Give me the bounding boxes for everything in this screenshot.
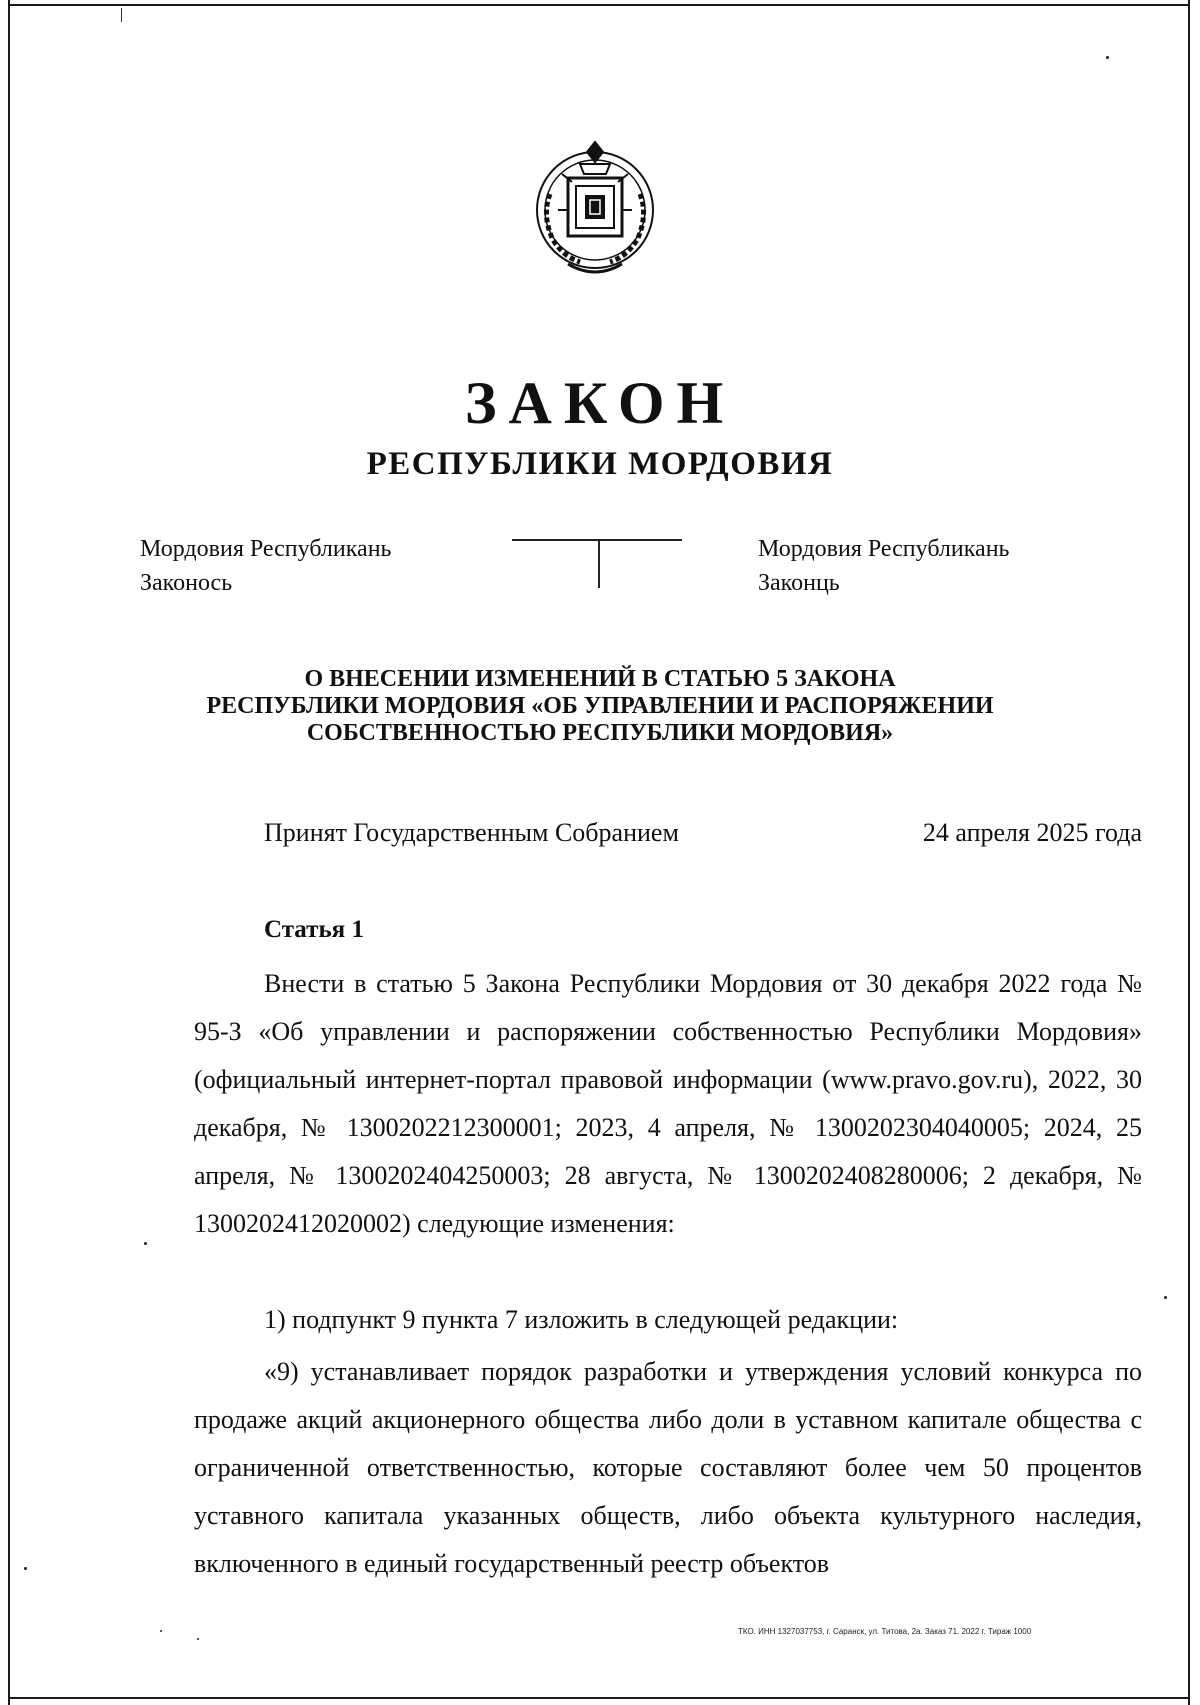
article-title: Статья 1 [264,916,364,943]
law-heading-line-2: РЕСПУБЛИКИ МОРДОВИЯ «ОБ УПРАВЛЕНИИ И РАСПОРЯЖЕНИИ [206,693,994,719]
scan-border-top [8,4,1190,6]
article-paragraph-3: «9) устанавливает порядок разработки и утверждения условий конкурса по продаже акций акционерного общества либо доли в уставном капитале общества с ограниченной ответственностью, которые составляют более чем 50 процентов уставного капитала указанных обществ, либо объекта культурного наследия, включенного в единый государственный реестр объектов [194,1357,1142,1578]
scan-speck [144,1242,147,1245]
adopted-by: Принят Государственным Собранием [264,818,679,847]
scan-border-left [8,0,10,1705]
law-heading-line-1: О ВНЕСЕНИИ ИЗМЕНЕНИЙ В СТАТЬЮ 5 ЗАКОНА [304,666,896,692]
print-imprint: ТКО. ИНН 1327037753, г. Саранск, ул. Титова, 2а. Заказ 71. 2022 г. Тираж 1000 [738,1627,1032,1636]
separator-vertical [598,540,600,588]
adoption-line [264,818,1142,848]
paragraph-1-text: Внести в статью 5 Закона Республики Мордовия от 30 декабря 2022 года № 95-З «Об управлении и распоряжении собственностью Республики Мордовия» (официальный интернет-портал правовой информации (www.pravo.gov.ru), 2022, 30 декабря, № 1300202212300001; 2023, 4 апреля, № 1300202304040005; 2024, 25 апреля, № 1300202404250003; 28 августа, № 1300202408280006; 2 декабря, № 1300202412020002) следующие изменения: [194,969,1142,1238]
article-paragraph-1 [194,960,1142,1248]
separator-horizontal [512,539,682,541]
law-name-moksha [140,532,391,600]
law-name-erzya-line-2: Законць [758,570,840,596]
law-name-erzya [758,532,1009,600]
scan-speck [1164,1296,1167,1299]
law-name-moksha-line-1: Мордовия Республикань [140,536,392,562]
law-name-moksha-line-2: Законось [140,570,233,596]
scan-border-right [1188,0,1190,1705]
scan-speck [24,1567,27,1570]
article-paragraph-2: 1) подпункт 9 пункта 7 изложить в следующей редакции: [264,1305,899,1334]
adopted-date: 24 апреля 2025 года [922,818,1142,847]
scan-mark [121,8,122,22]
coat-of-arms-emblem-icon [528,134,662,282]
law-heading-line-3: СОБСТВЕННОСТЬЮ РЕСПУБЛИКИ МОРДОВИЯ» [306,720,894,746]
scan-speck [1106,56,1109,59]
scan-speck [160,1630,162,1632]
law-subtitle: РЕСПУБЛИКИ МОРДОВИЯ [366,446,834,482]
law-name-erzya-line-1: Мордовия Республикань [758,536,1010,562]
law-title: ЗАКОН [464,370,736,436]
law-heading [200,666,1000,747]
scan-speck [197,1638,199,1640]
scan-border-bottom [8,1697,1190,1699]
